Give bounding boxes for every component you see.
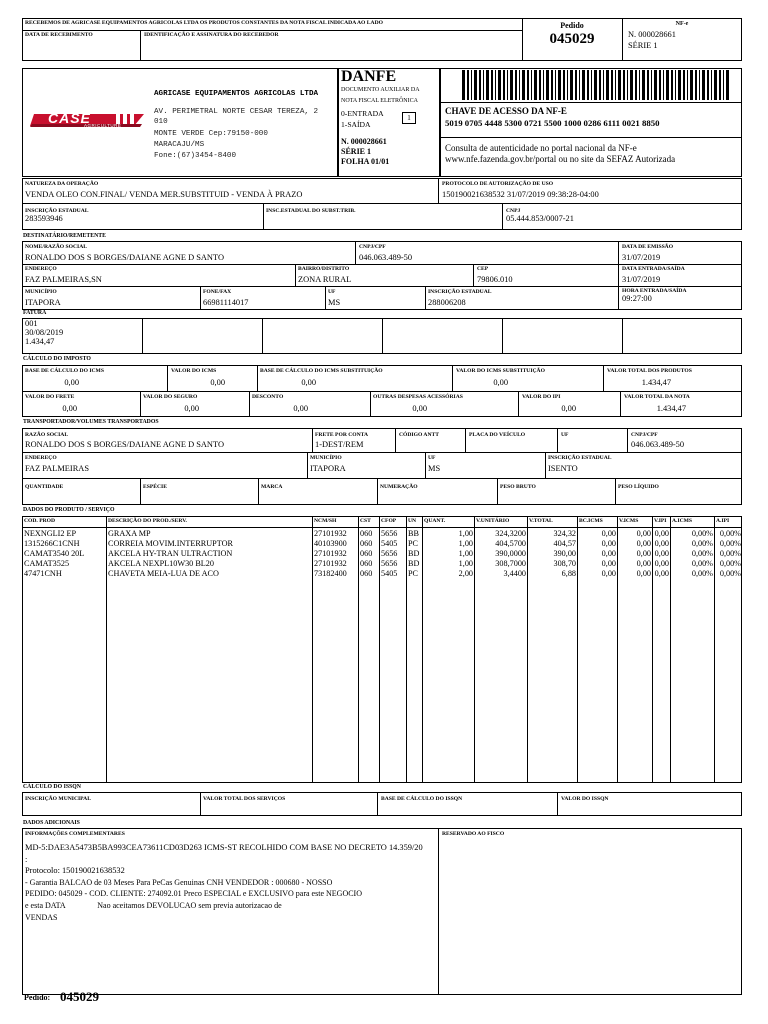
danfe-saida: 1-SAÍDA (341, 120, 371, 129)
dest-cnpj-label: CNPJ/CPF (359, 244, 386, 250)
danfe-folha: FOLHA 01/01 (341, 157, 390, 166)
imposto-section: CÁLCULO DO IMPOSTO (23, 356, 91, 362)
prod-header-6: QUANT. (424, 518, 446, 524)
prod-cell-1: AKCELA NEXPL10W30 BL20 (108, 559, 214, 568)
barcode-bar (555, 70, 556, 100)
transp-municipio-label: MUNICÍPIO (310, 455, 342, 461)
canhoto-nfe-label: NF-e (675, 21, 689, 27)
transp-frete: 1-DEST/REM (315, 440, 364, 449)
prod-cell-1: AKCELA HY-TRAN ULTRACTION (108, 549, 233, 558)
prod-cell-10: 0,00 (636, 559, 651, 568)
transp-cnpj-label: CNPJ/CPF (631, 432, 658, 438)
fatura-vencimento: 30/08/2019 (25, 328, 64, 337)
transp-frete-label: FRETE POR CONTA (315, 432, 369, 438)
transp-ie: ISENTO (548, 464, 578, 473)
prod-cell-5: PC (408, 539, 419, 548)
protocolo-value: 150190021638532 31/07/2019 09:38:28-04:00 (442, 190, 599, 199)
table-row (22, 539, 742, 549)
protocolo-label: PROTOCOLO DE AUTORIZAÇÃO DE USO (442, 181, 554, 187)
prod-header-1: DESCRIÇÃO DO PROD./SERV. (108, 518, 187, 524)
imp-icms-label: VALOR DO ICMS (171, 368, 217, 374)
transp-peso-bruto-label: PESO BRUTO (500, 484, 536, 490)
prod-cell-1: GRAXA MP (108, 529, 151, 538)
prod-cell-9: 0,00 (601, 559, 616, 568)
transp-uf-label: UF (561, 432, 569, 438)
prod-cell-1: CHAVETA MEIA-LUA DE ACO (108, 569, 219, 578)
prod-cell-9: 0,00 (601, 549, 616, 558)
dest-cnpj: 046.063.489-50 (359, 253, 413, 262)
transp-quantidade-label: QUANTIDADE (25, 484, 64, 490)
transp-numeracao-label: NUMERAÇÃO (380, 484, 418, 490)
fatura-numero: 001 (25, 319, 38, 328)
prod-cell-3: 060 (360, 559, 373, 568)
prod-cell-11: 0,00 (654, 529, 669, 538)
barcode-bar (647, 70, 649, 100)
prod-cell-9: 0,00 (601, 569, 616, 578)
prod-cell-11: 0,00 (654, 539, 669, 548)
table-row (22, 569, 742, 579)
barcode-bar (491, 70, 493, 100)
barcode-bar (474, 70, 477, 100)
prod-cell-2: 73182400 (314, 569, 347, 578)
transp-cnpj: 046.063.489-50 (631, 440, 685, 449)
barcode-bar (519, 70, 520, 100)
prod-header-11: V.IPI (654, 518, 667, 524)
prod-header-0: COD. PROD (24, 518, 56, 524)
transportador-section: TRANSPORTADOR/VOLUMES TRANSPORTADOS (23, 419, 159, 425)
prod-header-5: UN (408, 518, 417, 524)
prod-cell-10: 0,00 (636, 539, 651, 548)
transp-endereco-label: ENDEREÇO (25, 455, 57, 461)
destinatario-section: DESTINATÁRIO/REMETENTE (23, 233, 106, 239)
info-line: MD-5:DAE3A5473B5BA993CEA73611CD03D263 ICMS-ST RECOLHIDO COM BASE NO DECRETO 14.359/20 (25, 843, 423, 852)
barcode-bar (587, 70, 589, 100)
prod-header-12: A.ICMS (672, 518, 693, 524)
barcode-bar (591, 70, 592, 100)
prod-cell-6: 2,00 (458, 569, 473, 578)
barcode-bar (563, 70, 565, 100)
prod-cell-10: 0,00 (636, 549, 651, 558)
prod-cell-6: 1,00 (458, 549, 473, 558)
table-row (22, 529, 742, 539)
prod-cell-4: 5656 (381, 559, 398, 568)
barcode-bar (531, 70, 532, 100)
dest-hora-label: HORA ENTRADA/SAÍDA (622, 288, 687, 294)
emitente-razao: AGRICASE EQUIPAMENTOS AGRICOLAS LTDA (154, 90, 319, 98)
barcode-bar (707, 70, 709, 100)
fatura-section: FATURA (23, 310, 47, 316)
barcode-bar (687, 70, 688, 100)
imp-bc-icms-value: 0,00 (64, 378, 79, 387)
barcode-bar (467, 70, 469, 100)
dest-entrada-saida: 31/07/2019 (622, 275, 661, 284)
prod-cell-4: 5656 (381, 529, 398, 538)
danfe-title: DANFE (341, 68, 397, 85)
prod-cell-6: 1,00 (458, 559, 473, 568)
barcode-bar (522, 70, 525, 100)
prod-cell-10: 0,00 (636, 529, 651, 538)
prod-cell-12: 0,00% (691, 549, 713, 558)
emitente-cnpj-label: CNPJ (506, 208, 521, 214)
dest-endereco: FAZ PALMEIRAS,SN (25, 275, 102, 284)
danfe-numero: N. 000028661 (341, 137, 387, 146)
table-row (22, 549, 742, 559)
transp-placa-label: PLACA DO VEÍCULO (469, 432, 526, 438)
prod-cell-0: 1315266C1CNH (24, 539, 80, 548)
imp-total-produtos-label: VALOR TOTAL DOS PRODUTOS (607, 368, 692, 374)
prod-cell-13: 0,00% (719, 549, 741, 558)
reservado-fisco-label: RESERVADO AO FISCO (442, 831, 505, 837)
barcode-bar (726, 70, 729, 100)
footer-pedido-label: Pedido: (24, 993, 51, 1002)
emitente-cnpj-value: 05.444.853/0007-21 (506, 214, 574, 223)
prod-cell-11: 0,00 (654, 569, 669, 578)
barcode-bar (675, 70, 676, 100)
barcode-bar (603, 70, 604, 100)
imp-frete-label: VALOR DO FRETE (25, 394, 75, 400)
transp-municipio: ITAPORA (310, 464, 346, 473)
info-line: Protocolo: 150190021638532 (25, 866, 125, 876)
barcode-bar (594, 70, 597, 100)
dest-bairro-label: BAIRRO/DISTRITO (298, 266, 350, 272)
prod-cell-2: 27101932 (314, 529, 347, 538)
transp-ie-label: INSCRIÇÃO ESTADUAL (548, 455, 612, 461)
prod-cell-8: 308,70 (553, 559, 576, 568)
prod-cell-13: 0,00% (719, 569, 741, 578)
imp-seguro-value: 0,00 (184, 404, 199, 413)
barcode-bar (642, 70, 645, 100)
issqn-valor-label: VALOR DO ISSQN (561, 796, 609, 802)
chave-label: CHAVE DE ACESSO DA NF-E (445, 106, 567, 116)
transp-especie-label: ESPÉCIE (143, 484, 167, 490)
barcode-bar (654, 70, 657, 100)
info-complementares-text (25, 842, 435, 992)
imp-ipi-value: 0,00 (561, 404, 576, 413)
info-line: VENDAS (25, 912, 58, 922)
prod-header-13: A.IPI (716, 518, 730, 524)
imp-total-nota-label: VALOR TOTAL DA NOTA (624, 394, 690, 400)
prod-cell-2: 27101932 (314, 559, 347, 568)
prod-header-4: CFOP (381, 518, 397, 524)
emitente-end4: MARACAJU/MS (154, 141, 205, 149)
prod-cell-0: NEXNGLI2 EP (24, 529, 77, 538)
natureza-box (22, 178, 742, 230)
barcode-bar (534, 70, 537, 100)
barcode-bar (690, 70, 693, 100)
barcode-bar (678, 70, 681, 100)
dest-cep-label: CEP (477, 266, 489, 272)
barcode-bar (495, 70, 496, 100)
prod-cell-7: 324,3200 (495, 529, 526, 538)
prod-cell-4: 5405 (381, 569, 398, 578)
prod-header-3: CST (360, 518, 371, 524)
barcode-bar (582, 70, 585, 100)
imp-outras-label: OUTRAS DESPESAS ACESSÓRIAS (373, 394, 463, 400)
danfe-sub1: DOCUMENTO AUXILIAR DA (341, 87, 420, 93)
barcode-bar (651, 70, 652, 100)
prod-cell-7: 3,4400 (503, 569, 526, 578)
barcode-bar (635, 70, 637, 100)
prod-cell-8: 390,00 (553, 549, 576, 558)
barcode-bar (702, 70, 705, 100)
prod-cell-11: 0,00 (654, 559, 669, 568)
emitente-ie-value: 283593946 (25, 214, 63, 223)
dest-nome: RONALDO DOS S BORGES/DAIANE AGNE D SANTO (25, 253, 224, 262)
barcode-bar (546, 70, 549, 100)
prod-header-2: NCM/SH (314, 518, 337, 524)
prod-cell-6: 1,00 (458, 539, 473, 548)
prod-cell-3: 060 (360, 529, 373, 538)
natureza-value: VENDA OLEO CON.FINAL/ VENDA MER.SUBSTITUID - VENDA À PRAZO (25, 190, 303, 199)
dest-bairro: ZONA RURAL (298, 275, 352, 284)
fatura-valor: 1.434,47 (25, 337, 55, 346)
prod-cell-10: 0,00 (636, 569, 651, 578)
imp-desconto-value: 0,00 (293, 404, 308, 413)
emitente-end5: Fone:(67)3454-8400 (154, 152, 237, 160)
barcode-bar (570, 70, 573, 100)
dest-municipio-label: MUNICÍPIO (25, 289, 57, 295)
imp-outras-value: 0,00 (412, 404, 427, 413)
canhoto-data-recebimento-label: DATA DE RECEBIMENTO (25, 32, 93, 38)
danfe-entrada: 0-ENTRADA (341, 109, 384, 118)
prod-cell-7: 390,0000 (495, 549, 526, 558)
footer-pedido-value: 045029 (60, 989, 99, 1004)
prod-cell-13: 0,00% (719, 529, 741, 538)
barcode-bar (503, 70, 505, 100)
prod-cell-9: 0,00 (601, 529, 616, 538)
barcode-bar (611, 70, 613, 100)
issqn-vts-label: VALOR TOTAL DOS SERVIÇOS (203, 796, 286, 802)
emitente-end1: AV. PERIMETRAL NORTE CESAR TEREZA, 2 (154, 108, 319, 116)
chave-consulta2: www.nfe.fazenda.gov.br/portal ou no site da SEFAZ Autorizada (445, 154, 676, 164)
prod-cell-3: 060 (360, 569, 373, 578)
prod-cell-0: CAMAT3540 20L (24, 549, 85, 558)
dest-endereco-label: ENDEREÇO (25, 266, 57, 272)
imp-bc-icms-st-label: BASE DE CÁLCULO DO ICMS SUBSTITUIÇÃO (260, 368, 383, 374)
prod-cell-12: 0,00% (691, 539, 713, 548)
barcode-bar (683, 70, 685, 100)
emitente-ie-label: INSCRIÇÃO ESTADUAL (25, 208, 89, 214)
barcode-bar (462, 70, 465, 100)
barcode-bar (510, 70, 513, 100)
imp-bc-icms-label: BASE DE CÁLCULO DO ICMS (25, 368, 104, 374)
prod-cell-4: 5656 (381, 549, 398, 558)
prod-cell-2: 40103900 (314, 539, 347, 548)
barcode-bar (551, 70, 553, 100)
issqn-im-label: INSCRIÇÃO MUNICIPAL (25, 796, 91, 802)
info-line: PEDIDO: 045029 - COD. CLIENTE: 274092.01 Preco ESPECIAL e EXCLUSIVO para este NEGOCIO (25, 889, 362, 899)
transp-uf2-label: UF (428, 455, 436, 461)
prod-header-7: V.UNITÁRIO (476, 518, 510, 524)
dest-fone: 66981114017 (203, 298, 249, 307)
dest-ie-label: INSCRIÇÃO ESTADUAL (428, 289, 492, 295)
natureza-label: NATUREZA DA OPERAÇÃO (25, 181, 99, 187)
dest-ie: 288006208 (428, 298, 466, 307)
produtos-section: DADOS DO PRODUTO / SERVIÇO (23, 507, 115, 513)
emitente-end2: 010 (154, 118, 168, 126)
canhoto-identificacao-label: IDENTIFICAÇÃO E ASSINATURA DO RECEBEDOR (144, 32, 279, 38)
barcode-bar (567, 70, 568, 100)
prod-cell-8: 404,57 (553, 539, 576, 548)
barcode-bar (659, 70, 661, 100)
transp-razao-label: RAZÃO SOCIAL (25, 432, 69, 438)
transp-endereco: FAZ PALMEIRAS (25, 464, 89, 473)
emitente-end3: MONTE VERDE Cep:79150-000 (154, 130, 268, 138)
barcode-bar (618, 70, 621, 100)
barcode-bar (471, 70, 472, 100)
issqn-base-label: BASE DE CÁLCULO DO ISSQN (381, 796, 463, 802)
dest-nome-label: NOME/RAZÃO SOCIAL (25, 244, 88, 250)
prod-cell-5: BB (408, 529, 419, 538)
dest-municipio: ITAPORA (25, 298, 61, 307)
danfe-tipo-box: 1 (402, 112, 416, 124)
prod-cell-13: 0,00% (719, 559, 741, 568)
barcode-bar (615, 70, 616, 100)
barcode-bar (695, 70, 697, 100)
prod-header-9: BC.ICMS (579, 518, 603, 524)
barcode-bar (711, 70, 712, 100)
info-line: : (25, 854, 28, 864)
imp-bc-icms-st-value: 0,00 (301, 378, 316, 387)
barcode-bar (515, 70, 517, 100)
case-logo-subtext: AGRICULTURE (84, 123, 122, 128)
dest-emissao-label: DATA DE EMISSÃO (622, 244, 674, 250)
prod-cell-12: 0,00% (691, 529, 713, 538)
prod-cell-0: CAMAT3525 (24, 559, 70, 568)
barcode (460, 70, 732, 100)
prod-cell-6: 1,00 (458, 529, 473, 538)
imp-frete-value: 0,00 (62, 404, 77, 413)
barcode-bar (507, 70, 508, 100)
dest-hora: 09:27:00 (622, 294, 652, 303)
transp-antt-label: CÓDIGO ANTT (399, 432, 439, 438)
prod-cell-7: 404,5700 (495, 539, 526, 548)
barcode-bar (539, 70, 541, 100)
chave-consulta1: Consulta de autenticidade no portal nacional da NF-e (445, 143, 637, 153)
prod-cell-7: 308,7000 (495, 559, 526, 568)
case-logo-text: CASE (48, 110, 91, 126)
canhoto-pedido-label: Pedido (560, 21, 584, 30)
prod-cell-2: 27101932 (314, 549, 347, 558)
dest-uf-label: UF (328, 289, 336, 295)
barcode-bar (699, 70, 700, 100)
barcode-bar (723, 70, 724, 100)
canhoto-nfe-numero: N. 000028661 (628, 30, 676, 39)
transp-uf2: MS (428, 464, 441, 473)
prod-cell-11: 0,00 (654, 549, 669, 558)
prod-cell-12: 0,00% (691, 569, 713, 578)
dest-fone-label: FONE/FAX (203, 289, 232, 295)
table-row (22, 559, 742, 569)
barcode-bar (479, 70, 481, 100)
dest-emissao: 31/07/2019 (622, 253, 661, 262)
dest-entrada-saida-label: DATA ENTRADA/SAÍDA (622, 266, 685, 272)
barcode-bar (627, 70, 628, 100)
prod-cell-1: CORREIA MOVIM.INTERRUPTOR (108, 539, 233, 548)
prod-cell-8: 6,88 (561, 569, 576, 578)
canhoto-nfe-serie: SÉRIE 1 (628, 41, 658, 50)
issqn-section: CÁLCULO DO ISSQN (23, 784, 81, 790)
prod-cell-0: 47471CNH (24, 569, 62, 578)
barcode-bar (719, 70, 721, 100)
imp-icms-value: 0,00 (210, 378, 225, 387)
barcode-bar (543, 70, 544, 100)
barcode-bar (527, 70, 529, 100)
adicionais-section: DADOS ADICIONAIS (23, 820, 80, 826)
dest-cep: 79806.010 (477, 275, 513, 284)
barcode-bar (498, 70, 501, 100)
imp-total-produtos-value: 1.434,47 (641, 378, 671, 387)
barcode-bar (663, 70, 664, 100)
barcode-bar (639, 70, 640, 100)
prod-cell-9: 0,00 (601, 539, 616, 548)
transp-peso-liquido-label: PESO LÍQUIDO (618, 484, 659, 490)
prod-cell-8: 324,32 (553, 529, 576, 538)
dest-uf: MS (328, 298, 341, 307)
ie-st-label: INSC.ESTADUAL DO SUBST.TRIB. (266, 208, 356, 214)
prod-cell-12: 0,00% (691, 559, 713, 568)
barcode-bar (575, 70, 577, 100)
imp-ipi-label: VALOR DO IPI (522, 394, 561, 400)
imp-seguro-label: VALOR DO SEGURO (143, 394, 198, 400)
prod-cell-5: PC (408, 569, 419, 578)
info-line: - Garantia BALCAO de 03 Meses Para PeCas Genuinas CNH VENDEDOR : 000680 - NOSSO (25, 877, 333, 887)
prod-cell-5: BD (408, 559, 420, 568)
imp-icms-st-value: 0,00 (493, 378, 508, 387)
transp-marca-label: MARCA (261, 484, 283, 490)
canhoto-recebemos: RECEBEMOS DE AGRICASE EQUIPAMENTOS AGRICOLAS LTDA OS PRODUTOS CONSTANTES DA NOTA FISCAL INDICADA AO LADO (25, 20, 383, 26)
info-complementares-label: INFORMAÇÕES COMPLEMENTARES (25, 831, 125, 837)
chave-value: 5019 0705 4448 5300 0721 5500 1000 0286 6111 0021 8850 (445, 118, 660, 128)
barcode-bar (671, 70, 673, 100)
info-line: e esta DATA Nao aceitamos DEVOLUCAO sem previa autorizacao de (25, 900, 282, 910)
barcode-bar (714, 70, 717, 100)
prod-cell-3: 060 (360, 539, 373, 548)
barcode-bar (666, 70, 669, 100)
barcode-bar (486, 70, 489, 100)
barcode-bar (630, 70, 633, 100)
danfe-serie: SÉRIE 1 (341, 147, 372, 156)
case-logo (30, 106, 148, 132)
barcode-bar (623, 70, 625, 100)
imp-desconto-label: DESCONTO (252, 394, 284, 400)
prod-header-8: V.TOTAL (529, 518, 553, 524)
barcode-bar (558, 70, 561, 100)
prod-cell-13: 0,00% (719, 539, 741, 548)
canhoto-pedido-value: 045029 (549, 31, 595, 47)
barcode-bar (599, 70, 601, 100)
imp-total-nota-value: 1.434,47 (656, 404, 686, 413)
prod-header-10: V.ICMS (619, 518, 639, 524)
imp-icms-st-label: VALOR DO ICMS SUBSTITUIÇÃO (456, 368, 545, 374)
barcode-bar (606, 70, 609, 100)
prod-cell-5: BD (408, 549, 420, 558)
transp-razao: RONALDO DOS S BORGES/DAIANE AGNE D SANTO (25, 440, 224, 449)
barcode-bar (579, 70, 580, 100)
barcode-bar (483, 70, 484, 100)
prod-cell-4: 5405 (381, 539, 398, 548)
danfe-sub2: NOTA FISCAL ELETRÔNICA (341, 98, 418, 104)
prod-cell-3: 060 (360, 549, 373, 558)
